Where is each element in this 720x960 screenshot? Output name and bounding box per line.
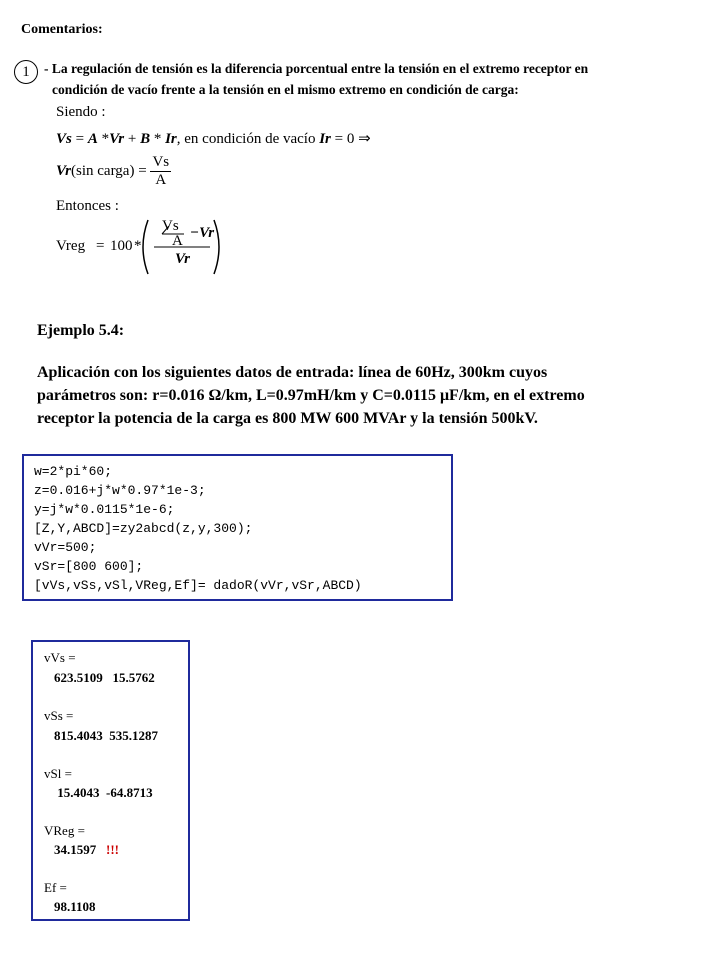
formula-frac-num-vs: Vs [152,154,170,170]
output-box [31,640,190,921]
code-line: [Z,Y,ABCD]=zy2abcd(z,y,300); [34,521,253,536]
formula-mul-2: * [153,131,162,147]
formula-mul-3: * [134,238,142,254]
code-line: y=j*w*0.0115*1e-6; [34,502,175,517]
formula-vs-over-a [150,154,171,189]
output-ef-value: 98.1108 [54,899,96,914]
formula-a-symbol: A [87,131,98,147]
formula-siendo-label: Siendo : [56,104,106,120]
formula-vs-symbol: Vs [56,131,72,147]
comments-title: Comentarios: [21,22,103,37]
output-vreg-label: VReg = [44,823,85,838]
output-vreg-row [54,842,119,858]
output-vvs-label: vVs = [44,650,76,665]
formula-sin-carga-text: (sin carga) [71,162,135,179]
code-line: vVr=500; [34,540,97,555]
formula-ir-symbol: Ir [165,131,177,147]
comment-number-badge: 1 [14,60,38,84]
formula-minus-vr: −Vr [190,225,215,241]
comment-text-line-1: - La regulación de tensión es la diferencia porcentual entre la tensión en el extremo receptor en [44,61,589,76]
code-box [22,454,453,601]
code-line: w=2*pi*60; [34,464,113,479]
output-vreg-value: 34.1597 [54,842,97,857]
output-vvs-value: 623.5109 15.5762 [54,670,155,685]
formula-hundred: 100 [110,238,133,254]
output-vreg-warning: !!! [106,842,119,857]
formula-ir-symbol-2: Ir [319,131,331,147]
formula-equals-3: = [96,238,105,254]
formula-inner-a: A [172,233,183,249]
output-vss-label: vSs = [44,708,74,723]
formula-frac-den-a: A [155,172,167,188]
formula-plus: + [127,131,137,147]
comment-text-line-2: condición de vacío frente a la tensión en el mismo extremo en condición de carga: [52,82,519,97]
formula-inner-vs: Vs [162,218,179,234]
code-line: z=0.016+j*w*0.97*1e-3; [34,483,206,498]
formula-vreg-symbol: Vreg [56,238,86,254]
formula-den-vr: Vr [175,251,191,267]
formula-zero: = 0 [334,131,355,147]
example-paragraph-line-3: receptor la potencia de la carga es 800 MW 600 MVAr y la tensión 500kV. [37,410,538,427]
formula-equals: = [75,131,85,147]
code-line: [vVs,vSs,vSl,VReg,Ef]= dadoR(vVr,vSr,ABCD) [34,578,362,593]
output-vss-value: 815.4043 535.1287 [54,728,158,743]
formula-vacio-text: , en condición de vacío [176,131,316,147]
formula-vs-equation [56,129,371,148]
formula-vr-symbol-2: Vr [56,162,72,179]
formula-implies-icon: ⇒ [358,131,371,147]
example-paragraph-line-1: Aplicación con los siguientes datos de entrada: línea de 60Hz, 300km cuyos [37,364,548,381]
example-title: Ejemplo 5.4: [37,322,125,339]
formula-entonces-label: Entonces : [56,198,119,214]
output-vsl-label: vSl = [44,766,72,781]
formula-vr-symbol: Vr [109,131,125,147]
formula-mul: * [101,131,110,147]
output-ef-label: Ef = [44,880,67,895]
example-paragraph-line-2: parámetros son: r=0.016 Ω/km, L=0.97mH/km y C=0.0115 μF/km, en el extremo [37,387,585,404]
formula-vr-sin-carga [56,154,171,189]
formula-b-symbol: B [140,131,151,147]
formula-equals-2: = [138,162,147,179]
code-line: vSr=[800 600]; [34,559,144,574]
output-vsl-value: 15.4043 -64.8713 [54,785,153,800]
